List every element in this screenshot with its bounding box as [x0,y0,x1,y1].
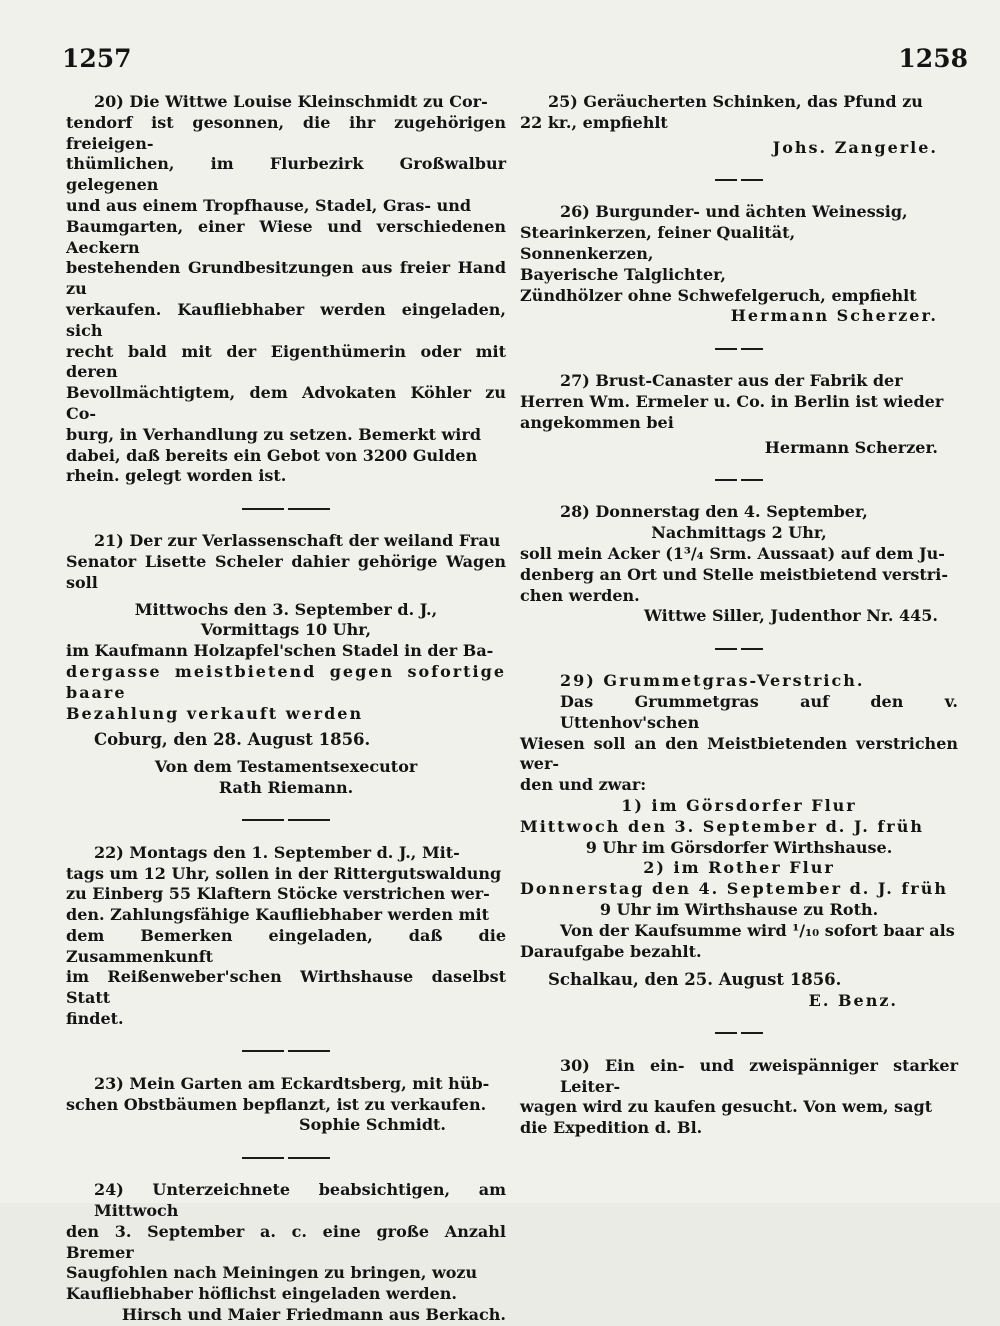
ad-signature: Johs. Zangerle. [772,137,938,157]
separator-rule [66,1046,506,1056]
ad-item-time: 9 Uhr im Görsdorfer Wirthshause. [585,837,893,857]
ad-line: Kaufliebhaber höflichst eingeladen werden. [66,1284,457,1304]
ad-line: schen Obstbäumen bepflanzt, ist zu verkaufen. [66,1094,487,1114]
ad-26 [520,202,958,327]
ad-line: tags um 12 Uhr, sollen in der Rittergutswaldung [66,863,502,883]
ad-line: Saugfohlen nach Meiningen zu bringen, wozu [66,1263,478,1283]
ad-line: angekommen bei [520,412,674,432]
ad-signature: Hermann Scherzer. [730,306,938,326]
ad-line: den 3. September a. c. eine große Anzahl Bremer [66,1221,506,1262]
separator-rule [66,1152,506,1162]
ad-place-date: Schalkau, den 25. August 1856. [548,970,842,990]
ad-25 [520,92,958,158]
ad-line: Bezahlung verkauft werden [66,703,364,723]
separator-rule [520,1028,958,1038]
ad-29 [520,671,958,1012]
ad-line: thümlichen, im Flurbezirk Großwalbur gelegenen [66,154,506,195]
right-column [520,92,958,1139]
ad-date: 28) Donnerstag den 4. September, [560,502,868,522]
ad-item-date: Mittwoch den 3. September d. J. früh [520,816,924,836]
separator-rule [520,174,958,184]
ad-signature: Wittwe Siller, Judenthor Nr. 445. [643,606,938,626]
ad-date: Mittwochs den 3. September d. J., [134,599,438,619]
ad-line: und aus einem Tropfhause, Stadel, Gras- und [66,195,472,215]
ad-line: im Reißenweber'schen Wirthshause daselbst Statt [66,967,506,1008]
ad-line: verkaufen. Kaufliebhaber werden eingeladen, sich [66,299,506,340]
ad-23 [66,1074,506,1136]
ad-line: dem Bemerken eingeladen, daß die Zusammenkunft [66,925,506,966]
ad-20 [66,92,506,487]
ad-signature-title: Von dem Testamentsexecutor [154,757,418,777]
ad-line: die Expedition d. Bl. [520,1118,703,1138]
ad-item: 2) im Rother Flur [643,858,835,878]
ad-line: Bevollmächtigtem, dem Advokaten Köhler zu Co- [66,383,506,423]
ad-line: chen werden. [520,585,640,605]
ad-title: 29) Grummetgras-Verstrich. [560,671,865,691]
ad-line: 24) Unterzeichnete beabsichtigen, am Mittwoch [94,1180,506,1221]
ad-line: 26) Burgunder- und ächten Weinessig, [560,202,908,222]
ad-line: den und zwar: [520,775,647,795]
ad-line: 25) Geräucherten Schinken, das Pfund zu [548,92,923,111]
ad-line: recht bald mit der Eigenthümerin oder mit deren [66,341,506,382]
ad-line: dabei, daß bereits ein Gebot von 3200 Gulden [66,445,478,465]
ad-line: den. Zahlungsfähige Kaufliebhaber werden mit [66,905,489,925]
ad-22 [66,843,506,1030]
ad-24 [66,1180,506,1326]
ad-line: im Kaufmann Holzapfel'schen Stadel in der Ba- [66,641,494,661]
ad-line: 20) Die Wittwe Louise Kleinschmidt zu Cor- [94,92,488,111]
ad-line: Sonnenkerzen, [520,243,654,263]
ad-line: Wiesen soll an den Meistbietenden verstrichen wer- [520,733,958,774]
ad-place-date: Coburg, den 28. August 1856. [94,730,371,750]
ad-line: rhein. gelegt worden ist. [66,466,287,486]
ad-signature: Rath Riemann. [218,777,354,797]
ad-line: denberg an Ort und Stelle meistbietend verstri- [520,564,948,584]
ad-line: dergasse meistbietend gegen sofortige baare [66,661,506,702]
ad-line: Senator Lisette Scheler dahier gehörige Wagen soll [66,551,506,592]
ad-27 [520,371,958,458]
separator-rule [66,503,506,513]
ad-line: 22 kr., empfiehlt [520,112,668,132]
ad-item-time: 9 Uhr im Wirthshause zu Roth. [599,899,879,919]
ad-line: Von der Kaufsumme wird ¹/₁₀ sofort baar als [560,920,955,940]
ad-line: Bayerische Talglichter, [520,264,726,284]
ad-line: wagen wird zu kaufen gesucht. Von wem, sagt [520,1097,933,1117]
ad-line: tendorf ist gesonnen, die ihr zugehörigen freieigen- [66,112,506,153]
ad-time: Vormittags 10 Uhr, [200,620,372,640]
ad-signature: Sophie Schmidt. [299,1115,446,1135]
ad-signature: Hermann Scherzer. [764,437,938,457]
ad-item-date: Donnerstag den 4. September d. J. früh [520,879,948,899]
separator-rule [66,815,506,825]
ad-line: Daraufgabe bezahlt. [520,941,702,961]
ad-line: 27) Brust-Canaster aus der Fabrik der [560,371,903,391]
separator-rule [520,474,958,484]
ad-signature: Hirsch und Maier Friedmann aus Berkach. [121,1305,506,1325]
ad-line: 22) Montags den 1. September d. J., Mit- [94,842,460,862]
separator-rule [520,643,958,653]
ad-signature: E. Benz. [808,991,898,1011]
ad-line: 21) Der zur Verlassenschaft der weiland Frau [94,531,501,551]
ad-item: 1) im Görsdorfer Flur [621,795,857,815]
ad-line: Herren Wm. Ermeler u. Co. in Berlin ist wieder [520,391,944,411]
ad-line: Baumgarten, einer Wiese und verschiedenen Aeckern [66,216,506,257]
ad-21 [66,531,506,799]
ad-30 [520,1056,958,1139]
ad-28 [520,502,958,627]
left-column [66,92,506,1326]
separator-rule [520,343,958,353]
page-number-right: 1258 [898,44,968,73]
ad-time: Nachmittags 2 Uhr, [651,523,827,543]
ad-line: soll mein Acker (1³/₄ Srm. Aussaat) auf dem Ju- [520,543,945,563]
ad-line: findet. [66,1009,124,1029]
ad-line: Zündhölzer ohne Schwefelgeruch, empfiehlt [520,285,917,305]
ad-line: Das Grummetgras auf den v. Uttenhov'schen [560,691,958,732]
ad-line: 23) Mein Garten am Eckardtsberg, mit hüb- [94,1073,490,1093]
page-number-left: 1257 [62,44,132,73]
ad-line: 30) Ein ein- und zweispänniger starker Leiter- [560,1055,958,1096]
ad-line: burg, in Verhandlung zu setzen. Bemerkt wird [66,424,481,444]
ad-line: Stearinkerzen, feiner Qualität, [520,223,796,243]
ad-line: bestehenden Grundbesitzungen aus freier Hand zu [66,258,506,299]
ad-line: zu Einberg 55 Klaftern Stöcke verstrichen wer- [66,884,490,904]
